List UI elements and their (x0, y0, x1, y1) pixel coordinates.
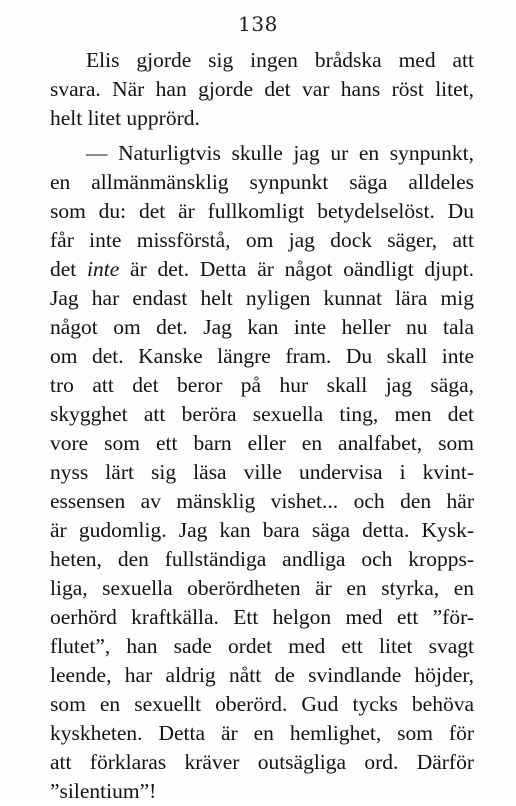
text-line: essensen av mänsklig vishet... och den här (50, 489, 474, 513)
text-line: heten, den fullständiga andliga och kropps- (50, 547, 474, 571)
text-line: som en sexuellt oberörd. Gud tycks behöva (50, 692, 474, 716)
page-number: 138 (238, 12, 278, 36)
text-line: nyss lärt sig läsa ville undervisa i kvint- (50, 460, 474, 484)
text-line: skygghet att beröra sexuella ting, men det (50, 402, 474, 426)
text-line: något om det. Jag kan inte heller nu tala (50, 315, 474, 339)
text-line: Elis gjorde sig ingen brådska med att (86, 48, 474, 72)
text-line: leende, har aldrig nått de svindlande höjder, (50, 663, 474, 687)
text-line: kyskheten. Detta är en hemlighet, som för (50, 721, 474, 745)
text-line: svara. När han gjorde det var hans röst litet, (50, 77, 474, 101)
text-line: tro att det beror på hur skall jag säga, (50, 373, 474, 397)
text-segment: det (50, 257, 88, 281)
text-line: helt litet upprörd. (50, 106, 200, 130)
text-line: flutet”, han sade ordet med ett litet svagt (50, 634, 474, 658)
text-line: ”silentium”! (50, 779, 157, 803)
text-segment: är det. Detta är något oändligt djupt. (119, 257, 474, 281)
text-line: oerhörd kraftkälla. Ett helgon med ett ”för- (50, 605, 474, 629)
text-line: Jag har endast helt nyligen kunnat lära mig (50, 286, 474, 310)
text-line-with-emphasis (50, 255, 474, 284)
text-line: är gudomlig. Jag kan bara säga detta. Kysk- (50, 518, 474, 542)
text-line: om det. Kanske längre fram. Du skall inte (50, 344, 474, 368)
text-line: vore som ett barn eller en analfabet, som (50, 431, 474, 455)
text-line: som du: det är fullkomligt betydelselöst. Du (50, 199, 474, 223)
emphasized-word: inte (87, 257, 120, 281)
body-text (50, 46, 474, 806)
text-line: att förklaras kräver outsägliga ord. Därför (50, 750, 474, 774)
text-line: en allmänmänsklig synpunkt säga alldeles (50, 170, 474, 194)
text-line: — Naturligtvis skulle jag ur en synpunkt, (86, 141, 474, 165)
text-line: liga, sexuella oberördheten är en styrka, en (50, 576, 474, 600)
text-line: får inte missförstå, om jag dock säger, att (50, 228, 474, 252)
